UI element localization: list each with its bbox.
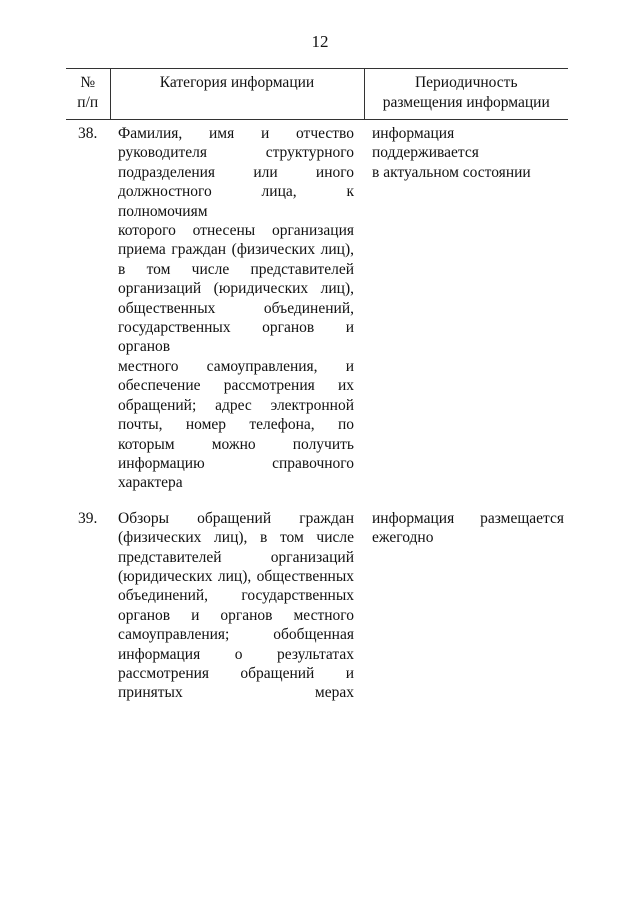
category-line: принятых мерах <box>118 684 354 702</box>
category-line: представителей организаций <box>118 548 354 566</box>
category-line: характера <box>118 474 183 492</box>
category-line: объединений, государственных <box>118 587 354 605</box>
category-line: обращений; адрес электронной <box>118 396 354 414</box>
category-line: (юридических лиц), общественных <box>118 567 354 585</box>
category-line: самоуправления; обобщенная <box>118 626 354 644</box>
category-line: местного самоуправления, и <box>118 357 354 375</box>
periodicity-line: в актуальном состоянии <box>372 163 531 181</box>
row-category <box>110 120 364 505</box>
information-table <box>66 68 568 715</box>
category-line: почты, номер телефона, по <box>118 416 354 434</box>
category-line: органов и органов местного <box>118 606 354 624</box>
page-number: 12 <box>311 32 329 51</box>
table-row <box>66 120 568 505</box>
category-line: подразделения или иного <box>118 163 354 181</box>
row-number: 39. <box>78 509 98 527</box>
header-periodicity: Периодичность размещения информации <box>364 69 568 120</box>
category-line: приема граждан (физических лиц), <box>118 241 354 259</box>
category-line: должностного лица, к полномочиям <box>118 183 354 220</box>
category-line: Фамилия, имя и отчество <box>118 125 354 142</box>
row-number: 38. <box>78 125 98 142</box>
category-line: в том числе представителей <box>118 260 354 278</box>
row-periodicity <box>364 505 568 715</box>
row-category <box>110 505 364 715</box>
category-line: Обзоры обращений граждан <box>118 509 354 527</box>
row-periodicity <box>364 120 568 505</box>
table-header-row <box>66 69 568 120</box>
category-line: которым можно получить <box>118 435 354 453</box>
periodicity-line: поддерживается <box>372 144 479 162</box>
category-line: государственных органов и органов <box>118 319 354 356</box>
category-line: информация о результатах <box>118 645 354 663</box>
table-body <box>66 120 568 715</box>
periodicity-line: информация размещается <box>372 509 564 527</box>
category-line: общественных объединений, <box>118 299 354 317</box>
category-line: руководителя структурного <box>118 144 354 162</box>
category-line: рассмотрения обращений и <box>118 664 354 682</box>
category-line: (физических лиц), в том числе <box>118 529 354 547</box>
table-row <box>66 505 568 715</box>
category-line: информацию справочного <box>118 454 354 472</box>
category-line: обеспечение рассмотрения их <box>118 377 354 395</box>
header-number: № п/п <box>66 69 110 120</box>
category-line: которого отнесены организация <box>118 222 354 240</box>
category-line: организаций (юридических лиц), <box>118 280 354 298</box>
periodicity-line: ежегодно <box>372 529 434 547</box>
periodicity-line: информация <box>372 125 455 142</box>
header-category: Категория информации <box>110 69 364 120</box>
